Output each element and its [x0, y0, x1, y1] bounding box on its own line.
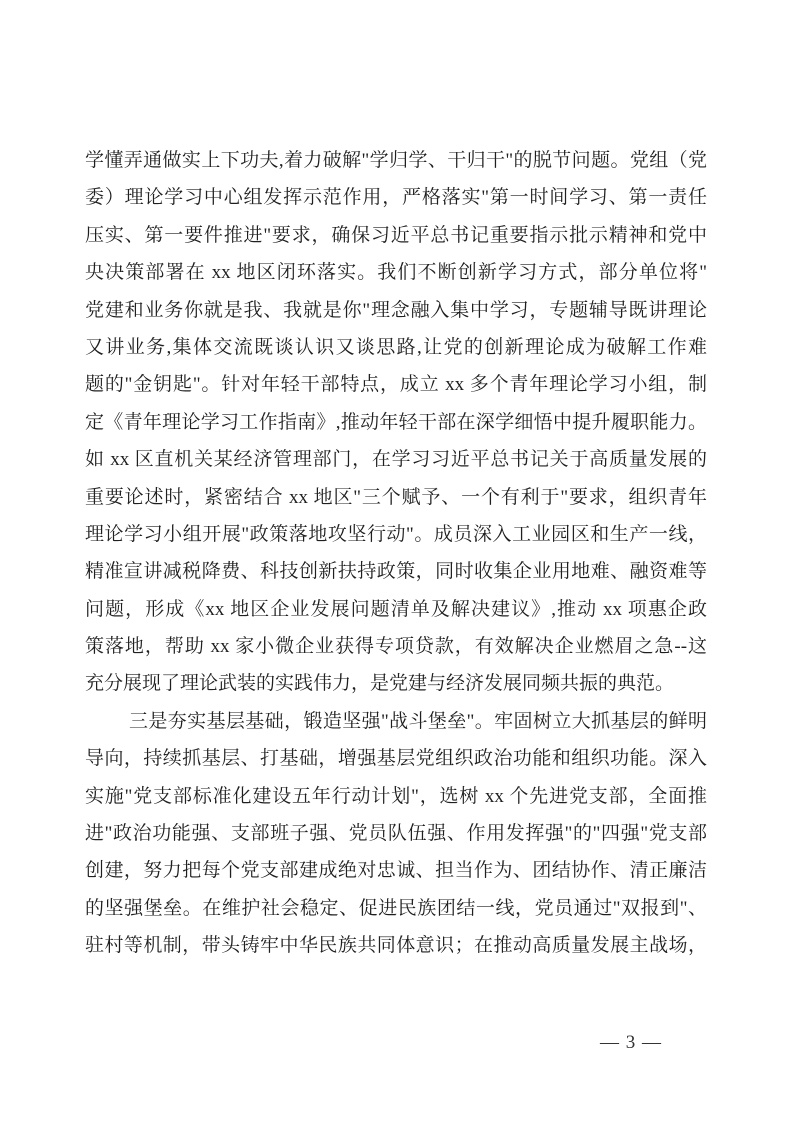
text-line: 委）理论学习中心组发挥示范作用，严格落实"第一时间学习、第一责任: [85, 187, 707, 209]
text-line: 策落地，帮助 xx 家小微企业获得专项贷款，有效解决企业燃眉之急--这: [85, 636, 707, 658]
text-line: 精准宣讲减税降费、科技创新扶持政策，同时收集企业用地难、融资难等: [85, 561, 707, 583]
text-line-paragraph-end: 充分展现了理论武装的实践伟力，是党建与经济发展同频共振的典范。: [85, 673, 675, 695]
text-line: 问题，形成《xx 地区企业发展问题清单及解决建议》,推动 xx 项惠企政: [85, 598, 707, 620]
text-line: 理论学习小组开展"政策落地攻坚行动"。成员深入工业园区和生产一线，: [85, 523, 707, 545]
text-line: 实施"党支部标准化建设五年行动计划"，选树 xx 个先进党支部，全面推: [85, 785, 707, 807]
text-line: 的坚强堡垒。在维护社会稳定、促进民族团结一线，党员通过"双报到"、: [85, 897, 707, 919]
text-line: 进"政治功能强、支部班子强、党员队伍强、作用发挥强"的"四强"党支部: [85, 823, 707, 845]
text-line: 党建和业务你就是我、我就是你"理念融入集中学习，专题辅导既讲理论: [85, 299, 707, 321]
text-line: 学懂弄通做实上下功夫,着力破解"学归学、干归干"的脱节问题。党组（党: [85, 150, 707, 171]
text-line: 如 xx 区直机关某经济管理部门，在学习习近平总书记关于高质量发展的: [85, 449, 707, 471]
text-line: 重要论述时，紧密结合 xx 地区"三个赋予、一个有利于"要求，组织青年: [85, 486, 707, 508]
text-line: 压实、第一要件推进"要求，确保习近平总书记重要指示批示精神和党中: [85, 224, 707, 246]
page-number: — 3 —: [600, 1032, 662, 1053]
text-line-paragraph-start: 三是夯实基层基础，锻造坚强"战斗堡垒"。牢固树立大抓基层的鲜明: [129, 710, 707, 732]
text-line: 导向，持续抓基层、打基础，增强基层党组织政治功能和组织功能。深入: [85, 748, 707, 770]
text-line: 题的"金钥匙"。针对年轻干部特点，成立 xx 多个青年理论学习小组，制: [85, 374, 707, 396]
text-line: 驻村等机制，带头铸牢中华民族共同体意识；在推动高质量发展主战场，: [85, 935, 707, 957]
text-line: 创建，努力把每个党支部建成绝对忠诚、担当作为、团结协作、清正廉洁: [85, 860, 707, 882]
text-line: 又讲业务,集体交流既谈认识又谈思路,让党的创新理论成为破解工作难: [85, 336, 707, 358]
document-body: [85, 142, 707, 965]
text-line: 央决策部署在 xx 地区闭环落实。我们不断创新学习方式，部分单位将": [85, 262, 707, 284]
text-line: 定《青年理论学习工作指南》,推动年轻干部在深学细悟中提升履职能力。: [85, 411, 707, 433]
